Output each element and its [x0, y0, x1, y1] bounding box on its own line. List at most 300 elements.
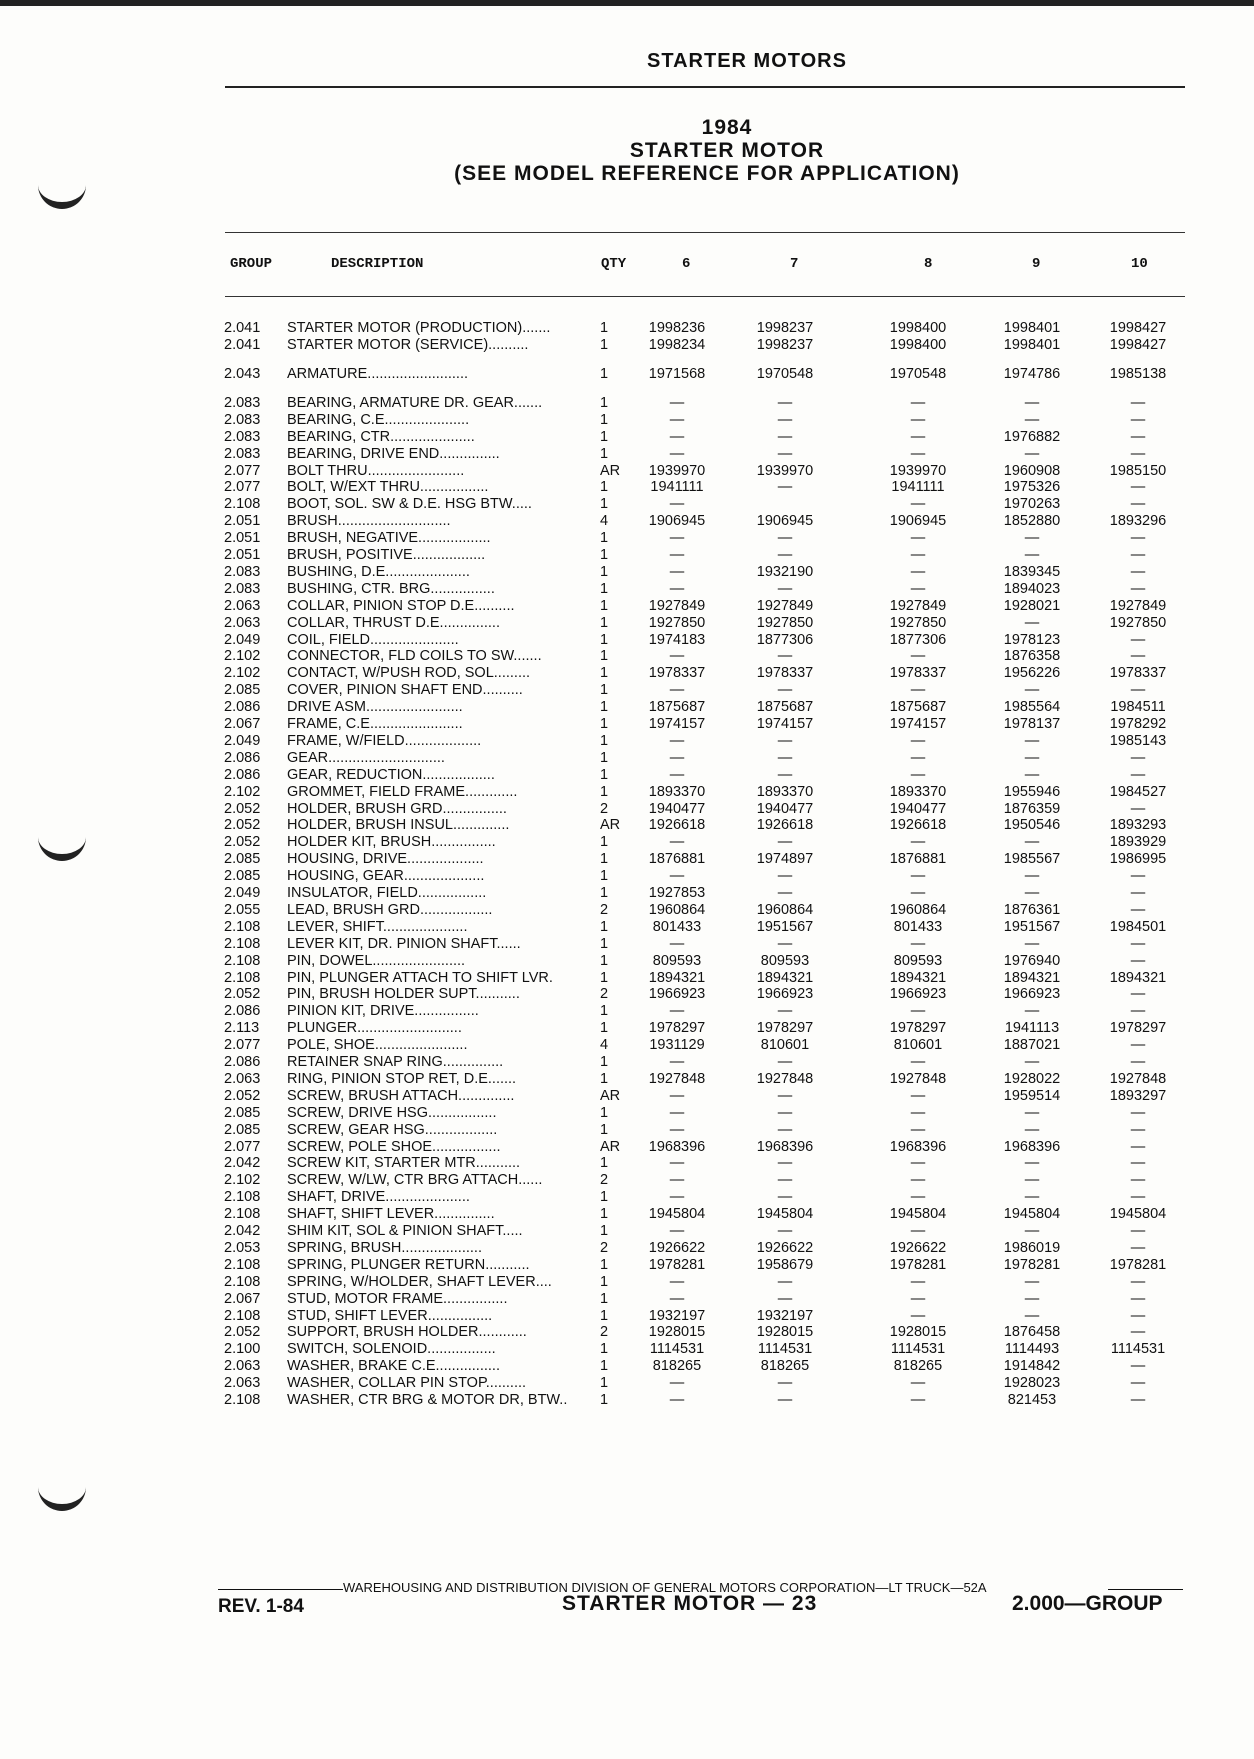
row-description: SCREW, BRUSH ATTACH.............. — [287, 1087, 515, 1104]
row-col-10: 1978337 — [1109, 665, 1167, 682]
row-group: 2.053 — [224, 1239, 261, 1256]
row-qty: 1 — [600, 1307, 609, 1324]
row-col-6: 1926618 — [648, 817, 706, 834]
row-group: 2.085 — [224, 851, 261, 868]
row-description: BEARING, CTR..................... — [287, 428, 475, 445]
row-qty: 1 — [600, 682, 609, 699]
row-col-9: 1950546 — [1003, 817, 1061, 834]
row-description: HOLDER, BRUSH GRD................ — [287, 800, 507, 817]
table-row — [0, 801, 1254, 818]
row-group: 2.086 — [224, 766, 261, 783]
row-description: PIN, PLUNGER ATTACH TO SHIFT LVR. — [287, 969, 553, 986]
binder-hole-mark — [38, 1480, 86, 1511]
row-group: 2.086 — [224, 699, 261, 716]
row-description: LEVER, SHIFT..................... — [287, 918, 468, 935]
row-qty: 1 — [600, 597, 609, 614]
row-col-7: — — [777, 648, 793, 665]
row-col-6: — — [669, 1189, 685, 1206]
row-col-7: — — [777, 1273, 793, 1290]
row-col-6: — — [669, 428, 685, 445]
table-row — [0, 767, 1254, 784]
row-description: SPRING, W/HOLDER, SHAFT LEVER.... — [287, 1273, 552, 1290]
table-row — [0, 1341, 1254, 1358]
row-col-6: 1906945 — [648, 513, 706, 530]
table-row — [0, 1172, 1254, 1189]
row-description: GEAR, REDUCTION.................. — [287, 766, 495, 783]
row-col-9: — — [1024, 1121, 1040, 1138]
row-description: COLLAR, PINION STOP D.E.......... — [287, 597, 515, 614]
row-col-7: 1978297 — [756, 1020, 814, 1037]
row-col-7: — — [777, 749, 793, 766]
table-row — [0, 1037, 1254, 1054]
row-col-10: — — [1130, 935, 1146, 952]
table-row — [0, 665, 1254, 682]
row-col-9: 1976940 — [1003, 952, 1061, 969]
table-row — [0, 615, 1254, 632]
row-col-10: — — [1130, 1155, 1146, 1172]
row-group: 2.049 — [224, 631, 261, 648]
row-description: BUSHING, D.E..................... — [287, 563, 470, 580]
row-col-6: 1927853 — [648, 885, 706, 901]
row-col-9: 1114493 — [1004, 1341, 1060, 1358]
row-col-9: 1966923 — [1003, 986, 1061, 1003]
row-group: 2.052 — [224, 1087, 261, 1104]
row-col-7: 1906945 — [756, 513, 814, 530]
row-col-9: 1985564 — [1003, 699, 1061, 716]
row-group: 2.041 — [224, 337, 261, 353]
row-qty: 2 — [600, 901, 609, 918]
row-col-10: — — [1130, 1324, 1146, 1341]
row-col-9: 1894321 — [1003, 969, 1061, 986]
row-col-7: 810601 — [760, 1037, 810, 1054]
row-col-10: 1894321 — [1109, 969, 1167, 986]
row-qty: 1 — [600, 631, 609, 648]
row-description: RING, PINION STOP RET, D.E....... — [287, 1070, 517, 1087]
row-description: BOLT THRU........................ — [287, 462, 465, 479]
row-col-7: 1926618 — [756, 817, 814, 834]
row-col-8: — — [910, 547, 926, 563]
row-qty: 1 — [600, 394, 609, 411]
row-col-10: — — [1130, 394, 1146, 411]
table-row — [0, 446, 1254, 463]
row-col-8: — — [910, 935, 926, 952]
row-col-8: 810601 — [893, 1037, 943, 1054]
row-group: 2.102 — [224, 648, 261, 665]
row-description: PIN, DOWEL....................... — [287, 952, 466, 969]
row-col-7: 1893370 — [756, 783, 814, 800]
row-col-8: — — [910, 1375, 926, 1392]
table-row — [0, 648, 1254, 665]
row-group: 2.083 — [224, 580, 261, 597]
row-col-7: 1968396 — [756, 1138, 814, 1155]
col-header-10: 10 — [1131, 256, 1148, 272]
row-qty: AR — [600, 817, 621, 834]
row-col-7: 1940477 — [756, 800, 814, 817]
row-description: HOLDER KIT, BRUSH................ — [287, 834, 496, 851]
row-qty: 1 — [600, 1189, 609, 1206]
row-col-10: — — [1130, 766, 1146, 783]
row-col-8: 818265 — [893, 1358, 943, 1375]
row-col-6: 1974183 — [648, 631, 706, 648]
row-col-8: 1998400 — [889, 337, 947, 353]
row-col-10: 1984511 — [1110, 699, 1166, 716]
row-qty: 1 — [600, 665, 609, 682]
row-description: BRUSH............................ — [287, 513, 451, 530]
row-col-10: 1893297 — [1109, 1087, 1167, 1104]
row-col-9: — — [1024, 1054, 1040, 1070]
row-col-10: — — [1130, 1104, 1146, 1121]
row-col-6: — — [669, 732, 685, 749]
table-row — [0, 1206, 1254, 1223]
row-col-10: — — [1130, 563, 1146, 580]
row-qty: AR — [600, 462, 621, 479]
row-col-10: — — [1130, 631, 1146, 648]
title-block — [0, 116, 1254, 185]
row-col-8: 1960864 — [889, 901, 947, 918]
table-row — [0, 1088, 1254, 1105]
row-group: 2.108 — [224, 1256, 261, 1273]
row-description: SUPPORT, BRUSH HOLDER............ — [287, 1324, 527, 1341]
row-group: 2.108 — [224, 918, 261, 935]
row-group: 2.052 — [224, 800, 261, 817]
row-qty: 1 — [600, 580, 609, 597]
row-qty: 1 — [600, 1155, 609, 1172]
row-col-9: — — [1024, 885, 1040, 901]
row-qty: 1 — [600, 445, 609, 462]
row-qty: 1 — [600, 1121, 609, 1138]
table-row — [0, 902, 1254, 919]
row-col-10: — — [1130, 1121, 1146, 1138]
row-col-8: 1978297 — [889, 1020, 947, 1037]
row-group: 2.108 — [224, 1273, 261, 1290]
row-description: BEARING, C.E..................... — [287, 411, 470, 428]
row-col-7: — — [777, 1392, 793, 1408]
table-row — [0, 1291, 1254, 1308]
row-col-8: 1968396 — [889, 1138, 947, 1155]
row-col-7: — — [777, 445, 793, 462]
row-col-7: — — [777, 530, 793, 547]
row-col-8: 1876881 — [889, 851, 947, 868]
row-col-8: — — [910, 563, 926, 580]
row-col-9: — — [1024, 1155, 1040, 1172]
row-col-10: 1893929 — [1109, 834, 1167, 851]
row-col-7: 1958679 — [756, 1256, 814, 1273]
row-col-10: 1893296 — [1109, 513, 1167, 530]
row-group: 2.063 — [224, 1070, 261, 1087]
row-col-8: — — [910, 394, 926, 411]
row-col-9: — — [1024, 614, 1040, 631]
row-col-8: 801433 — [893, 918, 943, 935]
table-row — [0, 479, 1254, 496]
row-col-7: — — [777, 1003, 793, 1020]
table-row — [0, 986, 1254, 1003]
col-header-description: DESCRIPTION — [331, 256, 424, 272]
row-col-10: — — [1130, 749, 1146, 766]
row-col-8: — — [910, 1273, 926, 1290]
table-row — [0, 530, 1254, 547]
row-col-9: — — [1024, 1003, 1040, 1020]
row-col-6: 1941111 — [650, 479, 704, 496]
row-col-6: — — [669, 1104, 685, 1121]
table-row — [0, 463, 1254, 480]
row-col-10: — — [1130, 1392, 1146, 1408]
row-group: 2.067 — [224, 1290, 261, 1307]
row-description: STUD, SHIFT LEVER................ — [287, 1307, 493, 1324]
row-description: BUSHING, CTR. BRG................ — [287, 580, 495, 597]
row-col-7: — — [777, 834, 793, 851]
table-row — [0, 851, 1254, 868]
row-qty: 1 — [600, 614, 609, 631]
row-col-10: — — [1130, 648, 1146, 665]
row-col-8: — — [910, 1307, 926, 1324]
row-col-7: 1928015 — [756, 1324, 814, 1341]
table-row — [0, 513, 1254, 530]
row-description: INSULATOR, FIELD................. — [287, 885, 487, 901]
row-col-9: 1876361 — [1003, 901, 1061, 918]
row-col-7: — — [777, 1189, 793, 1206]
row-col-6: — — [669, 935, 685, 952]
row-col-9: 1978123 — [1003, 631, 1061, 648]
row-description: BEARING, ARMATURE DR. GEAR....... — [287, 394, 543, 411]
row-col-6: 1968396 — [648, 1138, 706, 1155]
row-group: 2.055 — [224, 901, 261, 918]
row-col-9: — — [1024, 682, 1040, 699]
row-qty: 1 — [600, 1206, 609, 1223]
row-group: 2.108 — [224, 1189, 261, 1206]
row-group: 2.077 — [224, 479, 261, 496]
row-description: COIL, FIELD...................... — [287, 631, 459, 648]
row-col-7: 1939970 — [756, 462, 814, 479]
row-col-9: — — [1024, 547, 1040, 563]
row-description: SPRING, BRUSH.................... — [287, 1239, 482, 1256]
row-col-10: 1978292 — [1109, 716, 1167, 732]
table-row — [0, 716, 1254, 733]
title-name: STARTER MOTOR — [629, 139, 825, 162]
row-qty: 1 — [600, 1256, 609, 1273]
row-group: 2.108 — [224, 1392, 261, 1408]
row-col-6: 1974157 — [648, 716, 706, 732]
table-row — [0, 429, 1254, 446]
table-row — [0, 919, 1254, 936]
row-col-6: 1978297 — [648, 1020, 706, 1037]
row-col-7: 1927850 — [756, 614, 814, 631]
row-group: 2.042 — [224, 1223, 261, 1239]
header-rule — [225, 86, 1185, 88]
row-qty: 1 — [600, 496, 609, 513]
row-col-7: 1960864 — [756, 901, 814, 918]
row-col-7: — — [777, 1375, 793, 1392]
row-qty: 1 — [600, 1003, 609, 1020]
row-description: RETAINER SNAP RING............... — [287, 1054, 504, 1070]
table-header-rule — [225, 296, 1185, 297]
row-col-7: — — [777, 580, 793, 597]
row-col-9: 1941113 — [1004, 1020, 1060, 1037]
table-row — [0, 1392, 1254, 1409]
row-col-6: — — [669, 563, 685, 580]
row-col-6: — — [669, 1121, 685, 1138]
row-col-7: 1894321 — [756, 969, 814, 986]
row-col-7: — — [777, 1054, 793, 1070]
row-qty: 1 — [600, 648, 609, 665]
row-col-6: 1876881 — [648, 851, 706, 868]
row-group: 2.085 — [224, 868, 261, 885]
table-row — [0, 733, 1254, 750]
row-col-7: 1927849 — [756, 597, 814, 614]
row-col-10: — — [1130, 530, 1146, 547]
row-col-6: — — [669, 1054, 685, 1070]
table-row — [0, 1274, 1254, 1291]
table-row — [0, 496, 1254, 513]
row-qty: 1 — [600, 716, 609, 732]
row-group: 2.043 — [224, 366, 261, 382]
row-description: STUD, MOTOR FRAME................ — [287, 1290, 508, 1307]
row-col-9: — — [1024, 834, 1040, 851]
row-col-7: — — [777, 1172, 793, 1189]
table-row — [0, 1375, 1254, 1392]
row-col-7: — — [777, 766, 793, 783]
table-row — [0, 366, 1254, 383]
row-col-8: — — [910, 580, 926, 597]
title-note: (SEE MODEL REFERENCE FOR APPLICATION) — [454, 162, 960, 185]
row-col-10: — — [1130, 580, 1146, 597]
row-col-8: 1906945 — [889, 513, 947, 530]
row-qty: 1 — [600, 732, 609, 749]
row-col-7: — — [777, 428, 793, 445]
row-qty: 1 — [600, 1104, 609, 1121]
row-col-7: 1998237 — [756, 320, 814, 336]
row-qty: 2 — [600, 800, 609, 817]
row-col-7: 1974157 — [756, 716, 814, 732]
row-col-9: 1914842 — [1003, 1358, 1061, 1375]
row-col-7: 1951567 — [756, 918, 814, 935]
table-row — [0, 784, 1254, 801]
row-col-7: 1978337 — [756, 665, 814, 682]
col-header-6: 6 — [682, 256, 691, 272]
row-col-8: — — [910, 1155, 926, 1172]
row-group: 2.085 — [224, 1104, 261, 1121]
table-row — [0, 632, 1254, 649]
section-title: STARTER MOTORS — [647, 50, 847, 72]
row-col-8: 1875687 — [889, 699, 947, 716]
row-description: ARMATURE......................... — [287, 366, 469, 382]
row-col-9: 1894023 — [1003, 580, 1061, 597]
row-group: 2.085 — [224, 682, 261, 699]
footer-page: STARTER MOTOR — 23 — [562, 1592, 818, 1615]
row-group: 2.042 — [224, 1155, 261, 1172]
row-description: PIN, BRUSH HOLDER SUPT........... — [287, 986, 520, 1003]
row-description: BRUSH, POSITIVE.................. — [287, 547, 486, 563]
row-col-8: 1940477 — [889, 800, 947, 817]
row-description: SHAFT, SHIFT LEVER............... — [287, 1206, 495, 1223]
row-col-8: — — [910, 1189, 926, 1206]
row-group: 2.113 — [224, 1020, 260, 1037]
row-col-8: 1978337 — [889, 665, 947, 682]
row-qty: AR — [600, 1087, 621, 1104]
row-col-8: — — [910, 648, 926, 665]
table-row — [0, 1358, 1254, 1375]
row-description: HOLDER, BRUSH INSUL.............. — [287, 817, 510, 834]
row-qty: 1 — [600, 337, 609, 353]
table-row — [0, 412, 1254, 429]
row-col-10: — — [1130, 952, 1146, 969]
table-row — [0, 1054, 1254, 1071]
row-col-10: — — [1130, 1138, 1146, 1155]
row-description: BOLT, W/EXT THRU................. — [287, 479, 489, 496]
row-group: 2.085 — [224, 1121, 261, 1138]
row-qty: 1 — [600, 868, 609, 885]
row-group: 2.086 — [224, 1054, 261, 1070]
row-description: WASHER, COLLAR PIN STOP.......... — [287, 1375, 527, 1392]
row-col-6: — — [669, 1155, 685, 1172]
row-col-8: — — [910, 445, 926, 462]
table-row — [0, 750, 1254, 767]
row-description: CONNECTOR, FLD COILS TO SW....... — [287, 648, 542, 665]
row-col-8: — — [910, 530, 926, 547]
row-col-10: — — [1130, 1054, 1146, 1070]
row-col-10: 1927850 — [1109, 614, 1167, 631]
footer-division: WAREHOUSING AND DISTRIBUTION DIVISION OF GENERAL MOTORS CORPORATION—LT TRUCK—52A — [343, 1580, 987, 1595]
row-qty: 4 — [600, 1037, 609, 1054]
row-description: SWITCH, SOLENOID................. — [287, 1341, 496, 1358]
row-col-10: — — [1130, 1189, 1146, 1206]
row-col-9: — — [1024, 749, 1040, 766]
row-col-8: — — [910, 885, 926, 901]
row-group: 2.083 — [224, 563, 261, 580]
row-col-10: — — [1130, 986, 1146, 1003]
row-col-7: — — [777, 1087, 793, 1104]
row-description: STARTER MOTOR (PRODUCTION)....... — [287, 320, 551, 336]
row-col-10: 1985143 — [1109, 732, 1167, 749]
row-group: 2.063 — [224, 1375, 261, 1392]
row-col-9: 1959514 — [1003, 1087, 1061, 1104]
row-col-9: — — [1024, 732, 1040, 749]
row-group: 2.086 — [224, 1003, 261, 1020]
row-group: 2.051 — [224, 530, 261, 547]
col-header-9: 9 — [1032, 256, 1041, 272]
row-description: BRUSH, NEGATIVE.................. — [287, 530, 491, 547]
table-row — [0, 953, 1254, 970]
row-col-6: 1875687 — [648, 699, 706, 716]
row-col-7: — — [777, 394, 793, 411]
row-col-7: — — [777, 479, 793, 496]
row-col-10: — — [1130, 1290, 1146, 1307]
row-col-8: 1926622 — [889, 1239, 947, 1256]
row-col-6: 1894321 — [648, 969, 706, 986]
row-qty: 1 — [600, 1358, 609, 1375]
row-col-10: — — [1130, 1375, 1146, 1392]
footer-group: 2.000—GROUP — [1012, 1592, 1163, 1615]
row-col-10: — — [1130, 479, 1146, 496]
table-row — [0, 337, 1254, 354]
row-description: HOUSING, DRIVE................... — [287, 851, 484, 868]
row-col-6: 1945804 — [648, 1206, 706, 1223]
row-col-8: 1978281 — [889, 1256, 947, 1273]
table-row — [0, 936, 1254, 953]
row-qty: 2 — [600, 986, 609, 1003]
row-col-6: 1932197 — [648, 1307, 706, 1324]
row-col-9: 821453 — [1007, 1392, 1057, 1408]
row-col-6: 1940477 — [648, 800, 706, 817]
row-col-9: — — [1024, 1172, 1040, 1189]
row-col-6: 1893370 — [648, 783, 706, 800]
row-qty: 1 — [600, 479, 609, 496]
row-group: 2.063 — [224, 597, 261, 614]
row-description: COVER, PINION SHAFT END.......... — [287, 682, 523, 699]
row-group: 2.083 — [224, 411, 261, 428]
row-group: 2.083 — [224, 428, 261, 445]
row-col-6: — — [669, 496, 685, 513]
row-qty: 1 — [600, 935, 609, 952]
